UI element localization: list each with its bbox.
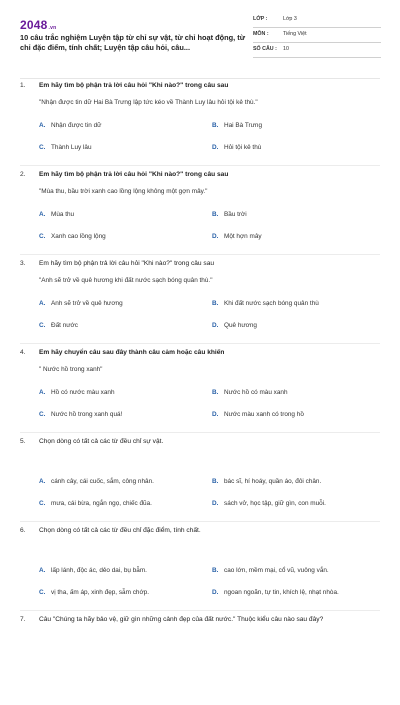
question-quote: "Anh sẽ trở về quê hương khi đất nước sạch bóng quân thù." (39, 277, 213, 284)
answer-option-c[interactable] (39, 322, 78, 329)
question-text: Em hãy tìm bộ phận trả lời câu hỏi "Khi nào?" trong câu sau (39, 82, 229, 89)
question-text: Chọn dòng có tất cả các từ đều chỉ sự vật. (39, 438, 164, 445)
meta-row-grade (253, 13, 381, 28)
answer-option-a[interactable] (39, 567, 147, 574)
answer-option-a[interactable] (39, 389, 115, 396)
answer-option-d[interactable] (212, 411, 304, 418)
answer-option-b[interactable] (212, 211, 247, 218)
question-number: 1. (20, 82, 26, 89)
option-letter: B. (212, 389, 219, 396)
question-number: 4. (20, 349, 26, 356)
question-number: 3. (20, 260, 26, 267)
question-item (0, 438, 400, 527)
question-divider (20, 521, 380, 522)
option-letter: C. (39, 589, 46, 596)
option-letter: C. (39, 322, 46, 329)
option-text: bác sĩ, hí hoáy, quần áo, đôi chân. (224, 478, 322, 485)
option-letter: A. (39, 300, 46, 307)
question-item (0, 260, 400, 349)
question-text: Em hãy tìm bộ phận trả lời câu hỏi "Khi nào?" trong câu sau (39, 260, 215, 267)
question-item (0, 616, 400, 705)
option-letter: C. (39, 411, 46, 418)
option-text: Xanh cao lồng lộng (51, 233, 106, 240)
option-letter: A. (39, 478, 46, 485)
question-number: 2. (20, 171, 26, 178)
option-text: sách vở, học tập, giữ gìn, con muỗi. (224, 500, 326, 507)
option-letter: D. (212, 589, 219, 596)
meta-value: Tiếng Việt (283, 31, 307, 37)
answer-option-d[interactable] (212, 500, 326, 507)
answer-option-d[interactable] (212, 322, 257, 329)
option-text: Nước hồ có màu xanh (224, 389, 288, 396)
option-letter: B. (212, 567, 219, 574)
option-letter: D. (212, 411, 219, 418)
option-letter: D. (212, 233, 219, 240)
option-text: cao lớn, mềm mại, cổ vũ, vuông vắn. (224, 567, 329, 574)
option-letter: B. (212, 300, 219, 307)
answer-option-c[interactable] (39, 233, 106, 240)
option-letter: C. (39, 500, 46, 507)
meta-key: MÔN : (253, 31, 269, 37)
answer-option-b[interactable] (212, 122, 262, 129)
option-text: Đất nước (51, 322, 78, 329)
option-text: Mùa thu (51, 211, 75, 218)
worksheet-header (0, 0, 400, 78)
option-text: Khi đất nước sạch bóng quân thù (224, 300, 319, 307)
option-letter: D. (212, 322, 219, 329)
meta-key: SỐ CÂU : (253, 46, 277, 52)
option-letter: D. (212, 144, 219, 151)
question-divider (20, 343, 380, 344)
option-letter: A. (39, 122, 46, 129)
option-text: Thành Luy lâu (51, 144, 92, 151)
option-text: ngoan ngoãn, tự tin, khích lệ, nhạt nhòa. (224, 589, 339, 596)
meta-row-question-count (253, 43, 381, 58)
logo-main: 2048 (20, 18, 48, 32)
answer-option-a[interactable] (39, 211, 74, 218)
option-text: vị tha, ấm áp, xinh đẹp, sẫm chớp. (51, 589, 149, 596)
option-text: Bầu trời (224, 211, 247, 218)
answer-option-b[interactable] (212, 389, 288, 396)
option-letter: C. (39, 144, 46, 151)
option-letter: C. (39, 233, 46, 240)
question-text: Chọn dòng có tất cả các từ đều chỉ đặc điểm, tính chất. (39, 527, 201, 534)
answer-option-a[interactable] (39, 300, 123, 307)
meta-key: LỚP : (253, 16, 268, 22)
option-text: Nước hồ trong xanh quá! (51, 411, 123, 418)
answer-option-c[interactable] (39, 589, 149, 596)
option-letter: A. (39, 211, 46, 218)
answer-option-d[interactable] (212, 233, 262, 240)
question-number: 5. (20, 438, 26, 445)
meta-row-subject (253, 28, 381, 43)
question-number: 7. (20, 616, 26, 623)
question-item (0, 349, 400, 438)
answer-option-b[interactable] (212, 567, 329, 574)
meta-value: Lớp 3 (283, 16, 297, 22)
answer-option-a[interactable] (39, 122, 101, 129)
question-text: Câu "Chúng ta hãy bảo vệ, giữ gìn những cảnh đẹp của đất nước." Thuộc kiểu câu nào sau đây? (39, 616, 324, 623)
question-divider (20, 432, 380, 433)
logo-suffix: .vn (48, 25, 57, 31)
site-logo[interactable] (20, 18, 56, 32)
option-text: Nhận được tin dữ (51, 122, 102, 129)
question-quote: " Nước hồ trong xanh" (39, 366, 103, 373)
question-divider (20, 254, 380, 255)
question-quote: "Nhận được tin dữ Hai Bà Trưng lập tức kéo về Thành Luy lâu hỏi tội kẻ thù." (39, 99, 258, 106)
option-letter: A. (39, 567, 46, 574)
question-item (0, 171, 400, 260)
question-item (0, 527, 400, 616)
meta-value: 10 (283, 46, 289, 52)
option-letter: B. (212, 211, 219, 218)
option-text: Quê hương (224, 322, 257, 329)
worksheet-title: 10 câu trắc nghiệm Luyện tập từ chỉ sự vật, từ chỉ hoạt động, từ chỉ đặc điểm, tính chất; Luyện tập câu hỏi, câu... (20, 33, 246, 52)
answer-option-c[interactable] (39, 144, 92, 151)
option-text: Anh sẽ trở về quê hương (51, 300, 123, 307)
question-divider (20, 165, 380, 166)
answer-option-c[interactable] (39, 411, 122, 418)
option-text: Một hợn mây (224, 233, 262, 240)
answer-option-a[interactable] (39, 478, 154, 485)
answer-option-c[interactable] (39, 500, 152, 507)
question-text: Em hãy tìm bộ phận trả lời câu hỏi "Khi nào?" trong câu sau (39, 171, 229, 178)
question-quote: "Mùa thu, bầu trời xanh cao lồng lộng không một gợn mây." (39, 188, 208, 195)
option-text: Nước màu xanh có trong hồ (224, 411, 304, 418)
option-letter: D. (212, 500, 219, 507)
option-text: lấp lánh, độc ác, dẻo dai, bụ bẫm. (51, 567, 147, 574)
question-list (0, 82, 400, 705)
header-divider (20, 78, 380, 79)
option-text: cánh cây, cái cuốc, sắm, công nhân. (51, 478, 154, 485)
answer-option-b[interactable] (212, 478, 321, 485)
option-text: Hỏi tội kẻ thù (224, 144, 262, 151)
option-text: Hồ có nước màu xanh (51, 389, 115, 396)
question-divider (20, 610, 380, 611)
option-letter: B. (212, 478, 219, 485)
question-text: Em hãy chuyển câu sau đây thành câu cảm hoặc câu khiến (39, 349, 225, 356)
answer-option-d[interactable] (212, 144, 261, 151)
answer-option-b[interactable] (212, 300, 319, 307)
question-number: 6. (20, 527, 26, 534)
option-text: Hai Bà Trưng (224, 122, 263, 129)
question-item (0, 82, 400, 171)
option-letter: B. (212, 122, 219, 129)
worksheet-meta-table (253, 13, 381, 58)
option-text: mưa, cái bừa, ngắn ngọ, chiếc đũa. (51, 500, 152, 507)
option-letter: A. (39, 389, 46, 396)
answer-option-d[interactable] (212, 589, 339, 596)
